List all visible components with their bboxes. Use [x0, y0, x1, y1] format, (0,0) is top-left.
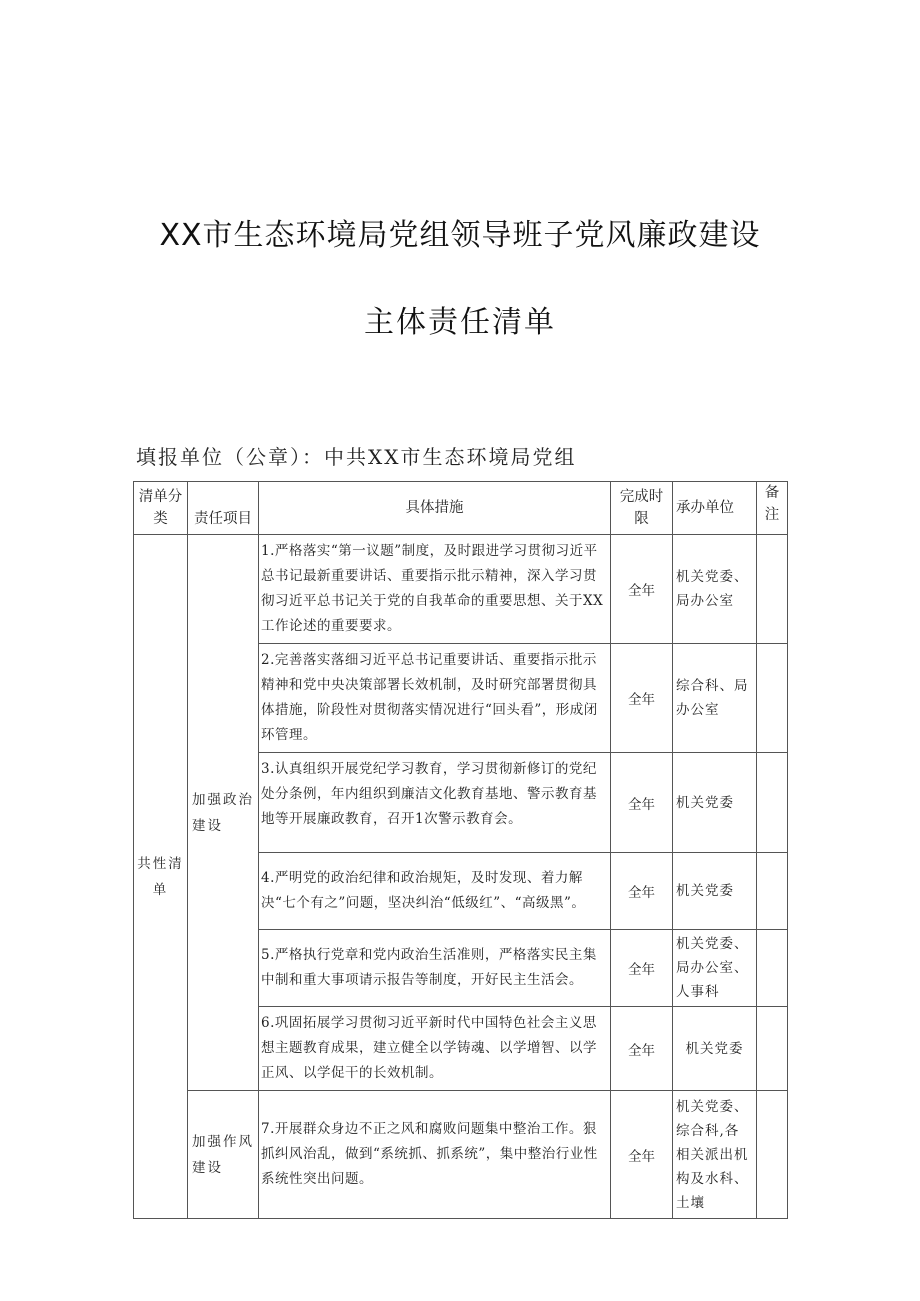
deadline-cell: 全年: [611, 1007, 673, 1091]
responsibility-table: [133, 481, 788, 1219]
unit-cell: 机关党委: [673, 753, 757, 853]
remark-cell: [757, 535, 788, 644]
deadline-cell: 全年: [611, 1091, 673, 1219]
deadline-cell: 全年: [611, 853, 673, 930]
deadline-cell: 全年: [611, 753, 673, 853]
measure-cell: 1.严格落实“第一议题”制度，及时跟进学习贯彻习近平总书记最新重要讲话、重要指示批示精神，深入学习贯彻习近平总书记关于党的自我革命的重要思想、关于XX工作论述的重要要求。: [259, 535, 611, 644]
measure-cell: 2.完善落实落细习近平总书记重要讲话、重要指示批示精神和党中央决策部署长效机制，及时研究部署贯彻具体措施，阶段性对贯彻落实情况进行“回头看”，形成闭环管理。: [259, 644, 611, 753]
header-measure: 具体措施: [259, 482, 611, 535]
unit-cell: 机关党委: [673, 1007, 757, 1091]
table-row: [134, 535, 788, 644]
document-title-line1: XX市生态环境局党组领导班子党风廉政建设: [159, 218, 761, 253]
remark-cell: [757, 1091, 788, 1219]
filing-unit-label: 填报单位（公章）：中共XX市生态环境局党组: [136, 445, 577, 469]
deadline-cell: 全年: [611, 535, 673, 644]
document-title-line2: 主体责任清单: [364, 305, 556, 340]
measure-cell: 4.严明党的政治纪律和政治规矩，及时发现、着力解决“七个有之”问题，坚决纠治“低级红”、“高级黑”。: [259, 853, 611, 930]
measure-cell: 3.认真组织开展党纪学习教育，学习贯彻新修订的党纪处分条例，年内组织到廉洁文化教育基地、警示教育基地等开展廉政教育，召开1次警示教育会。: [259, 753, 611, 853]
remark-cell: [757, 853, 788, 930]
measure-cell: 5.严格执行党章和党内政治生活准则，严格落实民主集中制和重大事项请示报告等制度，开好民主生活会。: [259, 930, 611, 1007]
unit-cell: 机关党委、局办公室: [673, 535, 757, 644]
header-deadline: 完成时限: [611, 482, 673, 535]
group-label-political: 加强政治建设: [188, 535, 259, 1091]
remark-cell: [757, 930, 788, 1007]
remark-cell: [757, 644, 788, 753]
table-header-row: [134, 482, 788, 535]
group-label-conduct: 加强作风建设: [188, 1091, 259, 1219]
remark-cell: [757, 1007, 788, 1091]
measure-cell: 6.巩固拓展学习贯彻习近平新时代中国特色社会主义思想主题教育成果，建立健全以学铸魂、以学增智、以学正风、以学促干的长效机制。: [259, 1007, 611, 1091]
header-item: 责任项目: [188, 482, 259, 535]
unit-cell: 机关党委: [673, 853, 757, 930]
unit-cell: 综合科、局办公室: [673, 644, 757, 753]
unit-cell: 机关党委、综合科,各相关派出机构及水科、土壤: [673, 1091, 757, 1219]
remark-cell: [757, 753, 788, 853]
deadline-cell: 全年: [611, 930, 673, 1007]
header-remark: 备注: [757, 482, 788, 535]
unit-cell: 机关党委、局办公室、人事科: [673, 930, 757, 1007]
measure-cell: 7.开展群众身边不正之风和腐败问题集中整治工作。狠抓纠风治乱，做到“系统抓、抓系统”，集中整治行业性系统性突出问题。: [259, 1091, 611, 1219]
table-row: [134, 1091, 788, 1219]
deadline-cell: 全年: [611, 644, 673, 753]
header-category: 清单分类: [134, 482, 188, 535]
header-unit: 承办单位: [673, 482, 757, 535]
category-cell: 共性清单: [134, 535, 188, 1219]
